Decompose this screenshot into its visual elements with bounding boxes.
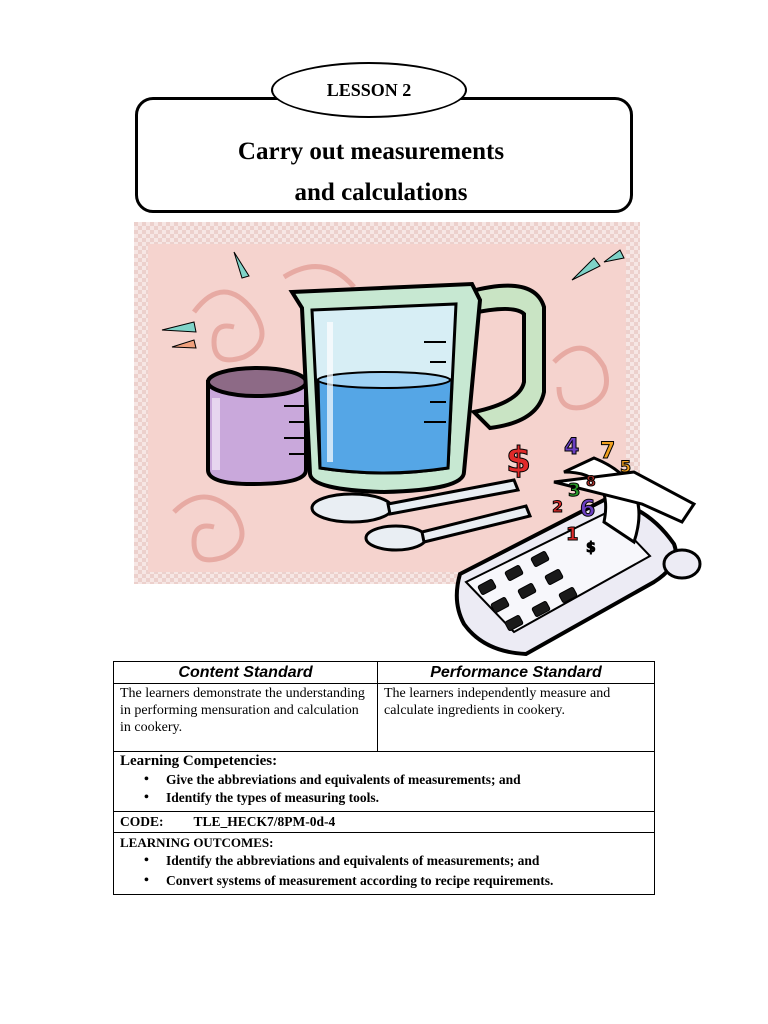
standards-row xyxy=(114,684,655,752)
list-item: • Identify the types of measuring tools. xyxy=(166,789,648,807)
code-label: CODE: xyxy=(120,814,164,829)
svg-text:1: 1 xyxy=(566,524,579,545)
svg-text:8: 8 xyxy=(586,474,596,490)
list-item: • Convert systems of measurement according to recipe requirements. xyxy=(166,872,598,890)
competencies-list xyxy=(120,771,648,807)
outcomes-cell xyxy=(114,833,655,895)
table-header-row xyxy=(114,662,655,684)
outcomes-row xyxy=(114,833,655,895)
svg-text:5: 5 xyxy=(620,457,632,476)
svg-text:$: $ xyxy=(506,440,532,481)
competencies-row xyxy=(114,752,655,812)
lesson-label: LESSON 2 xyxy=(271,62,467,118)
svg-text:2: 2 xyxy=(552,497,564,516)
performance-standard-header: Performance Standard xyxy=(378,662,655,684)
lesson-title-line-2: and calculations xyxy=(294,179,468,206)
svg-text:6: 6 xyxy=(580,497,596,522)
list-item: • Identify the abbreviations and equivalents of measurements; and xyxy=(166,852,598,870)
outcomes-list xyxy=(120,852,648,890)
code-cell xyxy=(114,812,655,833)
svg-text:$: $ xyxy=(586,540,596,556)
code-row xyxy=(114,812,655,833)
content-standard-header: Content Standard xyxy=(114,662,378,684)
measuring-cup-icon xyxy=(208,368,306,484)
svg-text:7: 7 xyxy=(600,439,616,464)
competencies-cell xyxy=(114,752,655,812)
list-item: • Give the abbreviations and equivalents of measurements; and xyxy=(166,771,648,789)
content-standard-text: The learners demonstrate the understanding in performing mensuration and calculation in cookery. xyxy=(114,684,378,752)
measuring-tools-clipart xyxy=(134,222,710,668)
lesson-title-line-1: Carry out measurements xyxy=(237,138,505,165)
outcomes-title: LEARNING OUTCOMES: xyxy=(120,835,274,850)
svg-text:3: 3 xyxy=(568,480,581,501)
svg-text:4: 4 xyxy=(564,435,580,460)
competencies-title: Learning Competencies: xyxy=(120,753,278,769)
code-value: TLE_HECK7/8PM-0d-4 xyxy=(193,814,336,829)
performance-standard-text: The learners independently measure and calculate ingredients in cookery. xyxy=(378,684,655,752)
standards-table xyxy=(113,661,655,895)
